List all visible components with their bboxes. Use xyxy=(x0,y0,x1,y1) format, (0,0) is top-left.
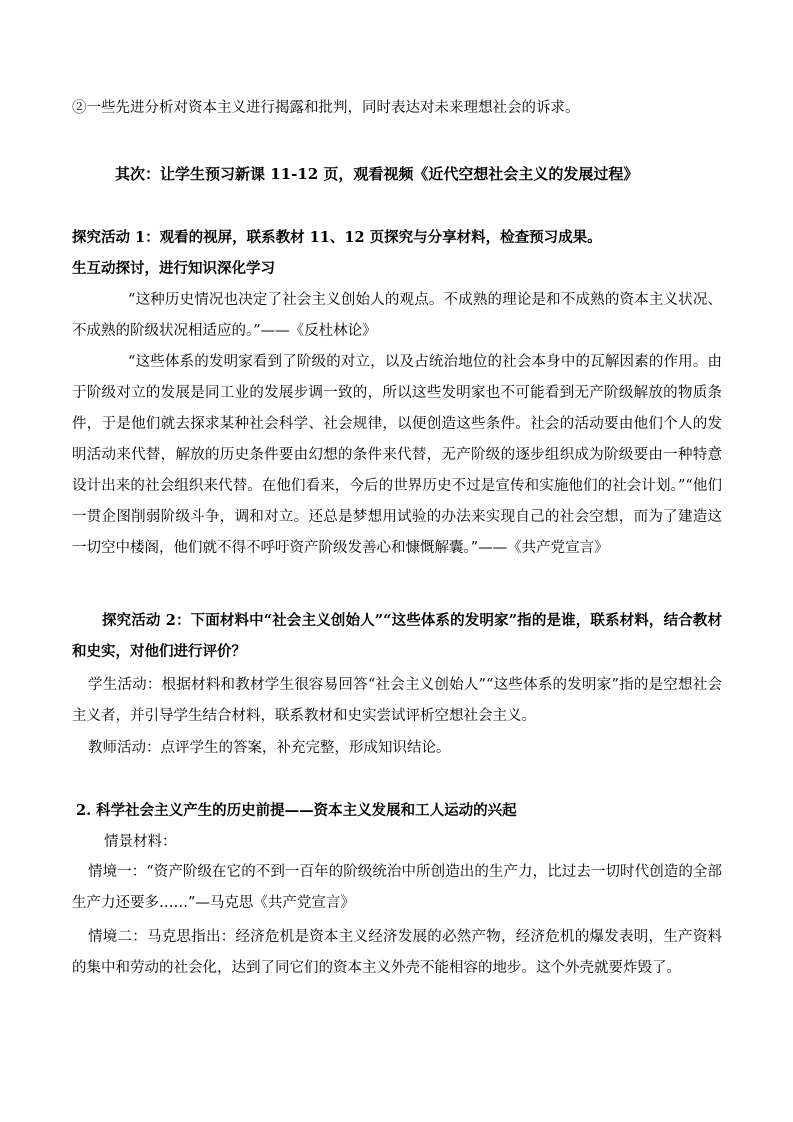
section-two-heading: 2. 科学社会主义产生的历史前提——资本主义发展和工人运动的兴起 xyxy=(76,802,517,819)
point-two-text: ②一些先进分析对资本主义进行揭露和批判，同时表达对未来理想社会的诉求。 xyxy=(72,100,580,116)
quote-anti-duhring: “这种历史情况也决定了社会主义创始人的观点。不成熟的理论是和不成熟的资本主义状况、不成熟的阶级状况相适应的。”——《反杜林论》 xyxy=(72,292,722,339)
interactive-discussion-heading: 生互动探讨，进行知识深化学习 xyxy=(72,260,275,277)
scenario-one-text: 情境一：“资产阶级在它的不到一百年的阶级统治中所创造出的生产力，比过去一切时代创造的全部生产力还要多……”—马克思《共产党宣言》 xyxy=(72,864,722,911)
activity-one-heading: 探究活动 1：观看的视屏，联系教材 11、12 页探究与分享材料，检查预习成果。 xyxy=(72,229,602,246)
activity-two-heading: 探究活动 2：下面材料中“社会主义创始人”“这些体系的发明家”指的是谁，联系材料，结合教材和史实，对他们进行评价？ xyxy=(72,612,722,660)
teacher-activity-text: 教师活动：点评学生的答案，补充完整，形成知识结论。 xyxy=(88,740,451,756)
scenario-materials-label: 情景材料： xyxy=(104,834,177,850)
quote-communist-manifesto: “这些体系的发明家看到了阶级的对立，以及占统治地位的社会本身中的瓦解因素的作用。由于阶级对立的发展是同工业的发展步调一致的，所以这些发明家也不可能看到无产阶级解放的物质条件，于是他们就去探求某种社会科学、社会规律，以便创造这些条件。社会的活动要由他们个人的发明活动来代替，解放的历史条件要由幻想的条件来代替，无产阶级的逐步组织成为阶级要由一种特意设计出来的社会组织来代替。在他们看来，今后的世界历史不过是宣传和实施他们的社会计划。”“他们一贯企图削弱阶级斗争，调和对立。还总是梦想用试验的办法来实现自己的社会空想，而为了建造这一切空中楼阁，他们就不得不呼吁资产阶级发善心和慷慨解囊。”——《共产党宣言》 xyxy=(72,354,722,556)
scenario-two-text: 情境二：马克思指出：经济危机是资本主义经济发展的必然产物，经济危机的爆发表明，生产资料的集中和劳动的社会化，达到了同它们的资本主义外壳不能相容的地步。这个外壳就要炸毁了。 xyxy=(72,929,722,976)
student-activity-text: 学生活动：根据材料和教材学生很容易回答“社会主义创始人”“这些体系的发明家”指的是空想社会主义者，并引导学生结合材料，联系教材和史实尝试评析空想社会主义。 xyxy=(72,677,722,724)
preview-instruction-heading: 其次：让学生预习新课 11-12 页，观看视频《近代空想社会主义的发展过程》 xyxy=(115,165,639,183)
